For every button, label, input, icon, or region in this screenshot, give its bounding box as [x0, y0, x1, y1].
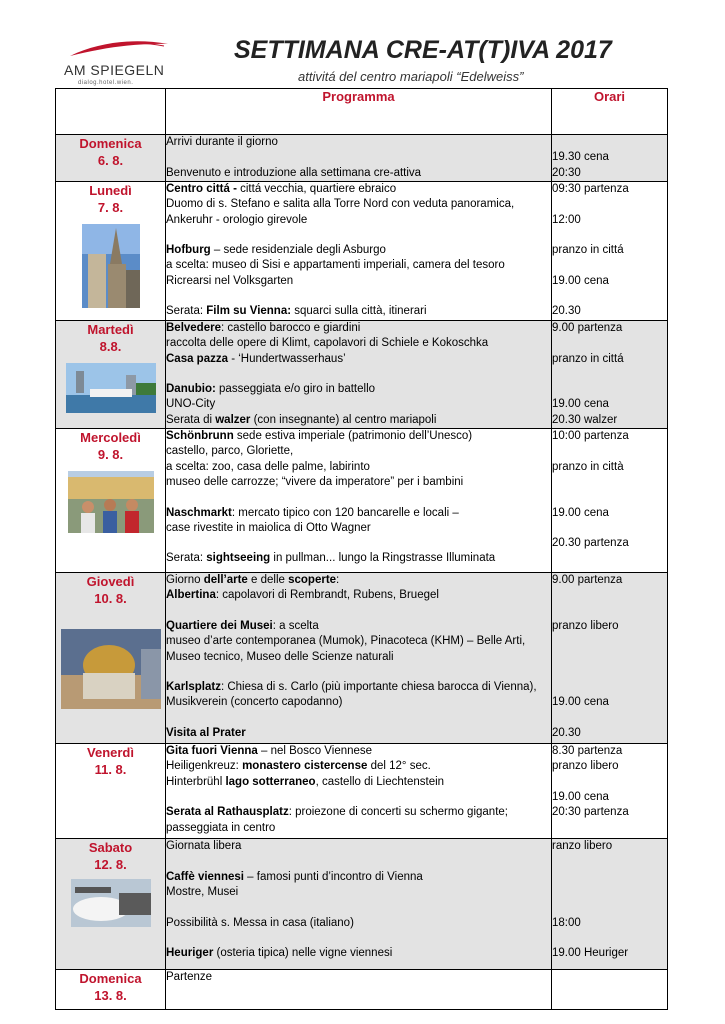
time-line: 19.00 cena — [552, 274, 609, 287]
program-text: : mercato tipico con 120 bancarelle e locali – — [231, 506, 459, 519]
schedule-table — [55, 88, 668, 1010]
day-date: 6. 8. — [97, 153, 124, 168]
program-line — [166, 304, 551, 319]
program-cell — [166, 429, 552, 573]
program-line — [166, 916, 551, 931]
program-text-bold: Belvedere — [166, 322, 221, 334]
day-date: 10. 8. — [94, 591, 127, 607]
day-name: Domenica — [79, 136, 142, 151]
program-line — [166, 228, 551, 243]
program-line — [166, 759, 551, 774]
program-text: Duomo di s. Stefano e salita alla Torre Nord con veduta panoramica, — [166, 198, 515, 211]
program-line — [166, 900, 551, 915]
time-line: 20:30 — [552, 166, 581, 179]
program-text: del 12° sec. — [367, 760, 431, 773]
time-line — [552, 665, 667, 680]
program-line — [166, 506, 551, 521]
program-line — [166, 197, 551, 212]
time-line — [552, 650, 667, 665]
program-line — [166, 490, 551, 505]
program-text: : proiezone di concerti su schermo gigante; — [288, 806, 508, 819]
time-line — [552, 521, 667, 536]
program-text: Ricrearsi nel Volksgarten — [166, 274, 294, 287]
time-line — [552, 382, 667, 397]
program-text: Hinterbrühl — [166, 775, 226, 788]
program-line — [166, 475, 551, 490]
program-text-bold: Quartiere dei Musei — [166, 619, 273, 632]
program-line — [166, 243, 551, 258]
program-text: Giorno — [166, 574, 204, 587]
day-cell — [56, 573, 166, 744]
program-text: e delle — [247, 574, 289, 587]
day-name: Lunedì — [89, 183, 132, 198]
day-cell — [56, 970, 166, 1010]
times-cell — [552, 744, 668, 839]
time-line: 12:00 — [552, 213, 581, 226]
program-cell — [166, 321, 552, 429]
times-cell — [552, 839, 668, 970]
program-text: – sede residenziale degli Asburgo — [210, 244, 386, 257]
time-line: 19.00 cena — [552, 696, 609, 709]
times-cell — [552, 182, 668, 321]
day-cell — [56, 182, 166, 321]
day-cell — [56, 429, 166, 573]
secession-photo — [61, 629, 161, 709]
header-times: Orari — [552, 89, 668, 135]
program-text-bold: Schönbrunn — [166, 430, 234, 443]
program-text: case rivestite in maiolica di Otto Wagner — [166, 521, 371, 534]
day-cell — [56, 744, 166, 839]
time-line — [552, 475, 667, 490]
program-text-bold: scoperte — [288, 574, 337, 587]
time-line: 19.00 cena — [552, 398, 609, 411]
day-cell — [56, 135, 166, 182]
day-row-3 — [56, 429, 668, 573]
program-text: Partenze — [166, 971, 213, 984]
day-name: Giovedì — [86, 574, 135, 590]
time-line: 9.00 partenza — [552, 322, 623, 334]
program-line: Benvenuto e introduzione alla settimana cre-attiva — [166, 166, 422, 179]
program-line — [166, 444, 551, 459]
program-text: sede estiva imperiale (patrimonio dell’Unesco) — [233, 430, 473, 443]
danube-photo — [66, 363, 156, 413]
day-date: 13. 8. — [94, 988, 127, 1004]
program-line — [166, 695, 551, 710]
program-text-bold: Serata al Rathausplatz — [166, 806, 289, 819]
program-text: castello, parco, Gloriette, — [166, 445, 294, 458]
day-row-2 — [56, 321, 668, 429]
program-text-bold: Albertina — [166, 589, 216, 602]
program-text: Heiligenkreuz: — [166, 760, 243, 773]
program-text-bold: Centro cittá - — [166, 183, 241, 195]
day-name: Mercoledì — [80, 430, 141, 446]
program-line — [166, 970, 551, 985]
program-text: museo d’arte contemporanea (Mumok), Pinacoteca (KHM) – Belle Arti, — [166, 635, 526, 648]
day-cell — [56, 321, 166, 429]
program-line — [166, 429, 551, 444]
time-line — [552, 289, 667, 304]
program-line — [166, 413, 551, 428]
program-text-bold: Visita al Prater — [166, 727, 246, 740]
program-line — [166, 805, 551, 820]
program-text: raccolta delle opere di Klimt, capolavori di Schiele e Kokoschka — [166, 337, 489, 350]
program-text: – famosi punti d’incontro di Vienna — [243, 870, 423, 883]
time-line: 10:00 partenza — [552, 430, 629, 443]
time-line — [552, 870, 667, 885]
program-text-bold: walzer — [215, 413, 251, 426]
program-line — [166, 726, 551, 741]
program-cell — [166, 182, 552, 321]
program-text: Ankeruhr - orologio girevole — [166, 213, 308, 226]
program-cell — [166, 970, 552, 1010]
time-line: 20:30 partenza — [552, 806, 629, 819]
program-text-bold: monastero cistercense — [242, 760, 368, 773]
program-line — [166, 665, 551, 680]
time-line: 20.30 partenza — [552, 537, 629, 550]
day-row-0 — [56, 135, 668, 182]
program-line — [166, 821, 551, 836]
program-text-bold: Hofburg — [166, 244, 211, 257]
program-text: Serata: — [166, 552, 207, 565]
program-text: , castello di Liechtenstein — [315, 775, 445, 788]
program-text-bold: Heuriger — [166, 947, 214, 960]
time-line: pranzo libero — [552, 619, 619, 632]
program-text-bold: dell’arte — [203, 574, 248, 587]
times-cell — [552, 573, 668, 744]
program-line — [166, 367, 551, 382]
time-line: 19.30 cena — [552, 151, 609, 164]
program-text-bold: Casa pazza — [166, 352, 229, 365]
program-line — [166, 182, 551, 197]
time-line — [552, 197, 667, 212]
program-text-bold: Gita fuori Vienna — [166, 745, 258, 758]
program-line — [166, 711, 551, 726]
program-text-bold: sightseeing — [206, 552, 271, 565]
time-line: 09:30 partenza — [552, 183, 629, 195]
day-row-6 — [56, 839, 668, 970]
time-line — [552, 854, 667, 869]
logo-text: AM SPIEGELN — [64, 62, 165, 78]
program-line — [166, 352, 551, 367]
time-line: 9.00 partenza — [552, 574, 623, 587]
time-line: pranzo libero — [552, 760, 619, 773]
page-title: SETTIMANA CRE-AT(T)IVA 2017 — [234, 36, 612, 64]
program-text: : — [336, 574, 340, 587]
program-line — [166, 258, 551, 273]
program-cell — [166, 839, 552, 970]
program-line — [166, 289, 551, 304]
program-line — [166, 274, 551, 289]
time-line — [552, 135, 667, 150]
program-text: a scelta: museo di Sisi e appartamenti imperiali, camera del tesoro — [166, 259, 505, 272]
program-line — [166, 775, 551, 790]
program-line — [166, 634, 551, 649]
time-line — [552, 604, 667, 619]
program-text: UNO-City — [166, 398, 216, 411]
program-line — [166, 744, 551, 759]
program-text: Serata: — [166, 305, 207, 318]
time-line: 20.30 walzer — [552, 413, 618, 426]
program-text: Serata di — [166, 413, 216, 426]
times-cell — [552, 429, 668, 573]
logo — [64, 34, 172, 94]
program-text: - ‘Hundertwasserhaus’ — [228, 352, 346, 365]
stephansdom-photo — [82, 224, 140, 308]
time-line — [552, 228, 667, 243]
time-line: 20.30 — [552, 727, 581, 740]
program-text: a scelta: zoo, casa delle palme, labirinto — [166, 460, 370, 473]
program-text-bold: Caffè viennesi — [166, 870, 244, 883]
time-line: ranzo libero — [552, 840, 613, 853]
program-line — [166, 536, 551, 551]
program-text-bold: Naschmarkt — [166, 506, 232, 519]
time-line — [552, 367, 667, 382]
program-line — [166, 619, 551, 634]
day-name: Venerdì — [87, 745, 134, 761]
time-line — [552, 258, 667, 273]
program-line — [166, 588, 551, 603]
time-line — [552, 775, 667, 790]
program-text: Musikverein (concerto capodanno) — [166, 696, 343, 709]
program-line — [166, 551, 551, 566]
program-text: (osteria tipica) nelle vigne viennesi — [213, 947, 393, 960]
schoenbrunn-group-photo — [68, 471, 154, 533]
time-line — [552, 444, 667, 459]
header-program: Programma — [166, 89, 552, 135]
time-line — [552, 885, 667, 900]
day-row-1 — [56, 182, 668, 321]
program-text: passeggiata in centro — [166, 821, 276, 834]
logo-swoosh-icon — [64, 34, 172, 64]
header-day — [56, 89, 166, 135]
cafe-photo — [71, 879, 151, 927]
day-name: Domenica — [79, 971, 142, 987]
program-line — [166, 150, 551, 165]
program-line — [166, 790, 551, 805]
program-text: museo delle carrozze; “vivere da imperatore” per i bambini — [166, 475, 464, 488]
day-row-5 — [56, 744, 668, 839]
program-line — [166, 946, 551, 961]
time-line — [552, 900, 667, 915]
program-line — [166, 604, 551, 619]
program-text: Possibilità s. Messa in casa (italiano) — [166, 916, 354, 929]
program-cell — [166, 744, 552, 839]
program-line — [166, 573, 551, 588]
time-line — [552, 490, 667, 505]
time-line — [552, 711, 667, 726]
time-line: 18:00 — [552, 916, 581, 929]
day-row-7 — [56, 970, 668, 1010]
program-text: (con insegnante) al centro mariapoli — [250, 413, 437, 426]
day-name: Sabato — [88, 840, 133, 856]
program-text-bold: Karlsplatz — [166, 681, 221, 694]
day-name: Martedì — [87, 322, 134, 337]
time-line — [552, 634, 667, 649]
page-subtitle: attivitá del centro mariapoli “Edelweiss” — [298, 69, 524, 84]
program-text-bold: Danubio: — [166, 383, 216, 396]
time-line: pranzo in città — [552, 460, 624, 473]
time-line: 8.30 partenza — [552, 745, 623, 758]
time-line: 19.00 cena — [552, 506, 609, 519]
day-date: 7. 8. — [97, 200, 124, 215]
day-row-4 — [56, 573, 668, 744]
time-line: pranzo in cittá — [552, 244, 624, 257]
times-cell — [552, 970, 668, 1010]
program-text: : capolavori di Rembrandt, Rubens, Bruegel — [215, 589, 439, 602]
program-line — [166, 460, 551, 475]
time-line: 19.00 cena — [552, 790, 609, 803]
program-line — [166, 870, 551, 885]
program-text: cittá vecchia, quartiere ebraico — [240, 183, 397, 195]
day-date: 8.8. — [99, 339, 122, 354]
time-line — [552, 931, 667, 946]
program-line: Arrivi durante il giorno — [166, 136, 278, 148]
program-text: Giornata libera — [166, 840, 242, 853]
header-row — [56, 89, 668, 135]
program-text-bold: lago sotterraneo — [225, 775, 316, 788]
program-line — [166, 680, 551, 695]
program-line — [166, 931, 551, 946]
day-cell — [56, 839, 166, 970]
time-line — [552, 588, 667, 603]
program-text: Museo tecnico, Museo delle Scienze naturali — [166, 650, 394, 663]
program-text: Mostre, Musei — [166, 885, 239, 898]
time-line: 19.00 Heuriger — [552, 947, 629, 960]
program-text: squarci sulla città, itinerari — [291, 305, 427, 318]
time-line — [552, 680, 667, 695]
program-text: : castello barocco e giardini — [220, 322, 361, 334]
program-line — [166, 650, 551, 665]
program-cell — [166, 135, 552, 182]
program-line — [166, 854, 551, 869]
time-line: pranzo in cittá — [552, 352, 624, 365]
program-line — [166, 839, 551, 854]
day-date: 9. 8. — [97, 447, 124, 463]
program-line — [166, 521, 551, 536]
program-cell — [166, 573, 552, 744]
logo-subtext: dialog.hotel.wien. — [78, 80, 134, 86]
program-line — [166, 382, 551, 397]
program-text-bold: Film su Vienna: — [206, 305, 292, 318]
program-text: passeggiata e/o giro in battello — [215, 383, 376, 396]
day-date: 12. 8. — [94, 857, 127, 873]
program-line — [166, 397, 551, 412]
program-line — [166, 321, 551, 336]
times-cell — [552, 321, 668, 429]
program-text: in pullman... lungo la Ringstrasse Illuminata — [270, 552, 496, 565]
time-line — [552, 336, 667, 351]
program-line — [166, 213, 551, 228]
time-line: 20.30 — [552, 305, 581, 318]
times-cell — [552, 135, 668, 182]
program-line — [166, 885, 551, 900]
program-line — [166, 336, 551, 351]
program-text: : a scelta — [272, 619, 319, 632]
program-text: – nel Bosco Viennese — [257, 745, 373, 758]
program-text: : Chiesa di s. Carlo (più importante chiesa barocca di Vienna), — [220, 681, 537, 694]
day-date: 11. 8. — [94, 762, 127, 778]
